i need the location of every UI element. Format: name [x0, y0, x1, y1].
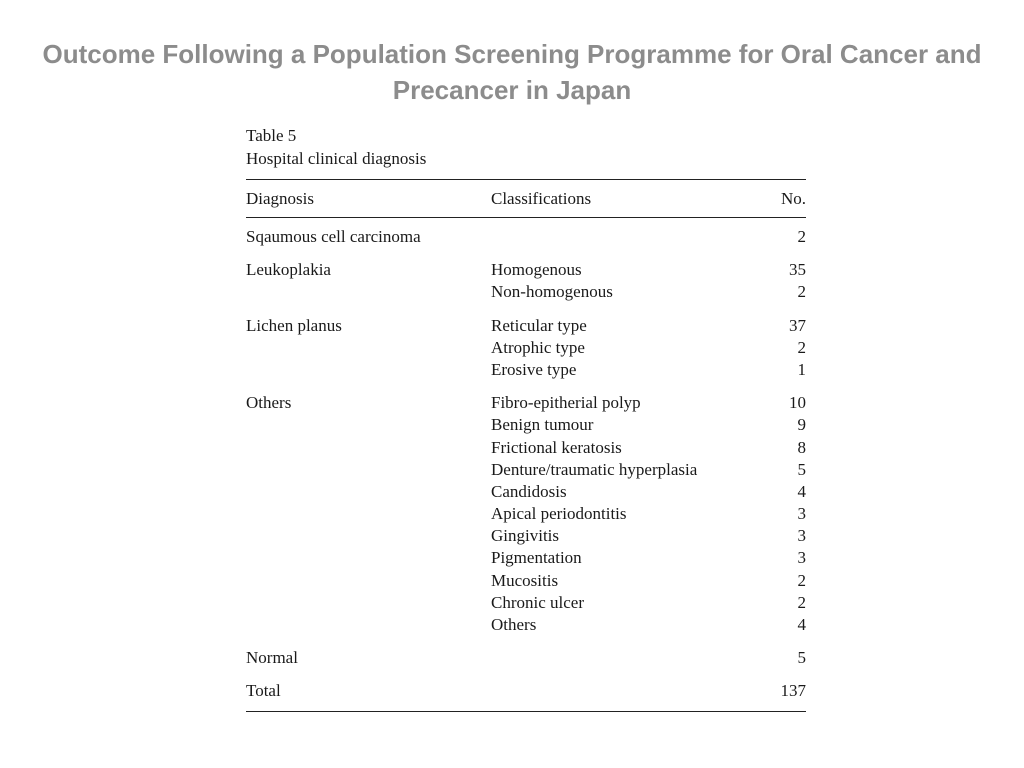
table-row: [246, 281, 806, 303]
classification-cell: Homogenous: [491, 260, 582, 280]
classification-cell: Gingivitis: [491, 526, 560, 546]
number-cell: 4: [797, 481, 806, 501]
diagnosis-cell: Lichen planus: [246, 315, 342, 335]
number-cell: 2: [797, 282, 806, 302]
table-row: [246, 359, 806, 381]
classification-cell: Reticular type: [491, 315, 587, 335]
number-cell: 3: [797, 526, 806, 546]
diagnosis-group: [246, 226, 806, 248]
number-cell: 35: [789, 260, 806, 280]
number-cell: 3: [797, 504, 806, 524]
number-cell: 2: [797, 227, 806, 246]
table-row: [246, 614, 806, 636]
classification-cell: Chronic ulcer: [491, 592, 584, 612]
diagnosis-cell: Sqaumous cell carcinoma: [246, 227, 421, 246]
classification-cell: Apical periodontitis: [491, 504, 627, 524]
table-row: [246, 414, 806, 436]
table-caption: Hospital clinical diagnosis: [246, 149, 427, 168]
classification-cell: Frictional keratosis: [491, 437, 622, 457]
slide-title: Outcome Following a Population Screening Programme for Oral Cancer and Precancer in Japan: [42, 39, 982, 105]
diagnosis-group: [246, 647, 806, 669]
table-row: [246, 570, 806, 592]
total-number: 137: [780, 681, 806, 701]
classification-cell: Erosive type: [491, 359, 577, 379]
diagnosis-cell: Normal: [246, 648, 298, 668]
number-cell: 2: [797, 570, 806, 590]
total-label: Total: [246, 681, 281, 701]
header-classifications: Classifications: [491, 189, 592, 208]
number-cell: 2: [797, 592, 806, 612]
header-number: No.: [780, 189, 806, 208]
diagnosis-group: [246, 392, 806, 636]
number-cell: 9: [797, 415, 806, 435]
table-bottom-rule: [246, 711, 806, 712]
number-cell: 1: [797, 359, 806, 379]
table-row: [246, 259, 806, 281]
table-row: [246, 547, 806, 569]
classification-cell: Denture/traumatic hyperplasia: [491, 459, 698, 479]
number-cell: 2: [797, 337, 806, 357]
diagnosis-cell: Others: [246, 393, 292, 413]
table-body: [246, 218, 806, 669]
classification-cell: Fibro-epitherial polyp: [491, 393, 641, 413]
table-label: Table 5: [246, 126, 297, 145]
table-row: [246, 481, 806, 503]
number-cell: 8: [797, 437, 806, 457]
number-cell: 37: [789, 315, 806, 335]
classification-cell: Pigmentation: [491, 548, 582, 568]
classification-cell: Mucositis: [491, 570, 559, 590]
number-cell: 10: [789, 393, 806, 413]
classification-cell: Benign tumour: [491, 415, 594, 435]
diagnosis-table: [246, 124, 806, 712]
number-cell: 5: [797, 459, 806, 479]
table-row: [246, 226, 806, 248]
table-row: [246, 503, 806, 525]
table-row: [246, 459, 806, 481]
classification-cell: Atrophic type: [491, 337, 585, 357]
table-row: [246, 437, 806, 459]
number-cell: 5: [797, 648, 806, 668]
diagnosis-group: [246, 259, 806, 303]
table-row: [246, 337, 806, 359]
number-cell: 3: [797, 548, 806, 568]
table-row: [246, 525, 806, 547]
number-cell: 4: [797, 615, 806, 634]
classification-cell: Candidosis: [491, 481, 567, 501]
diagnosis-cell: Leukoplakia: [246, 260, 331, 280]
table-row: [246, 647, 806, 669]
table-total-row: [246, 680, 806, 702]
header-diagnosis: Diagnosis: [246, 189, 314, 208]
table-row: [246, 392, 806, 414]
classification-cell: Others: [491, 615, 537, 634]
table-row: [246, 315, 806, 337]
table-header-row: [246, 180, 806, 217]
classification-cell: Non-homogenous: [491, 282, 613, 302]
table-row: [246, 592, 806, 614]
diagnosis-group: [246, 315, 806, 382]
